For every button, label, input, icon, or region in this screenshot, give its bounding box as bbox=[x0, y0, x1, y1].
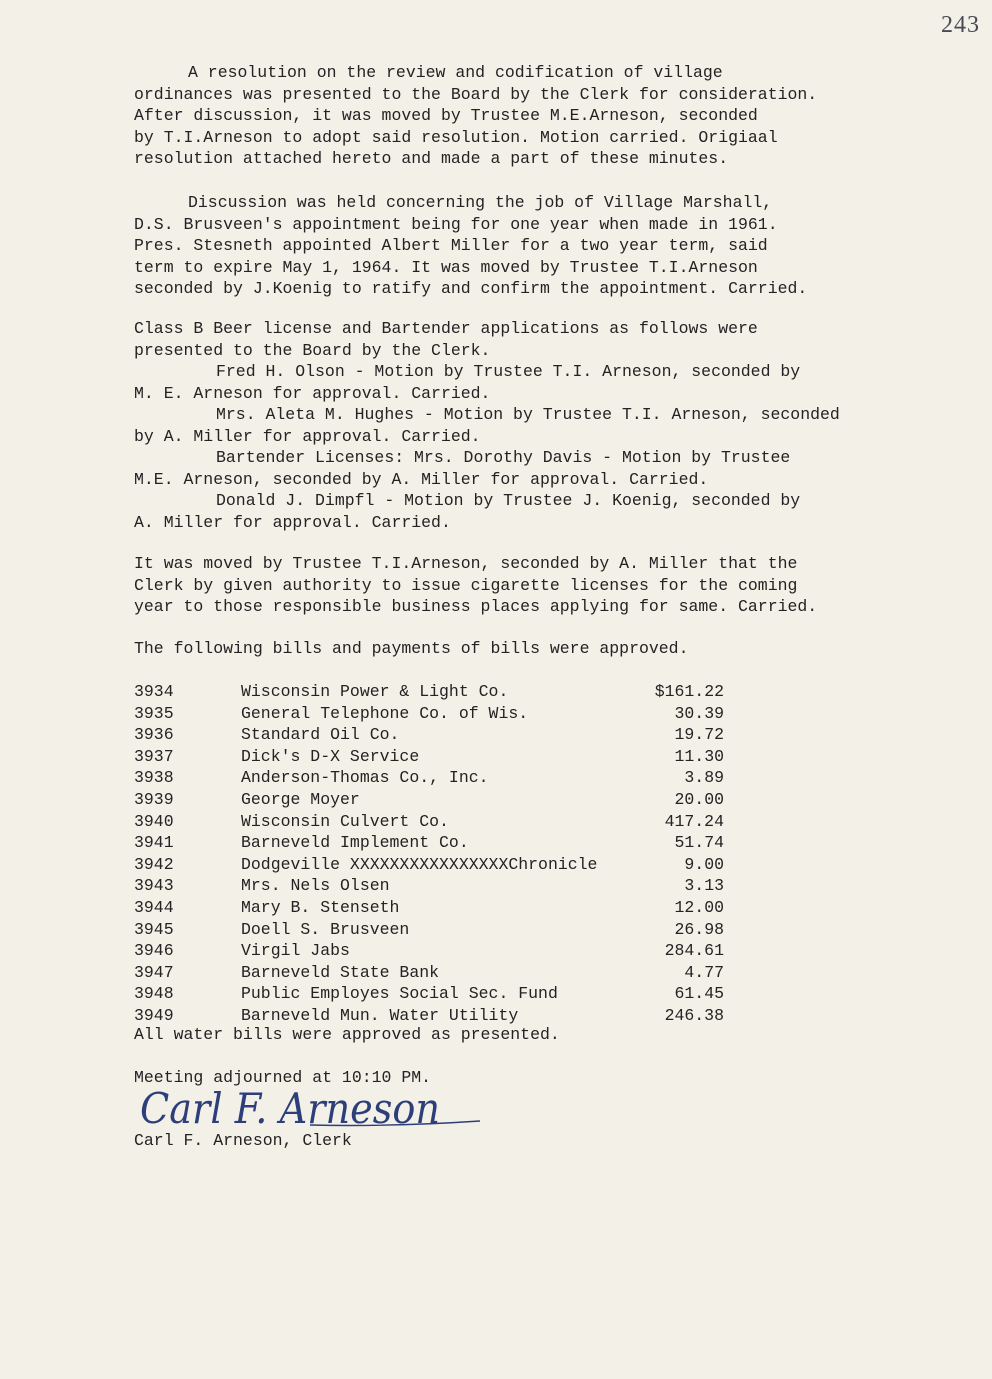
bill-number: 3937 bbox=[134, 746, 174, 766]
bill-row bbox=[134, 962, 734, 984]
bill-amount: 20.00 bbox=[674, 789, 724, 809]
clerk-signature bbox=[140, 1083, 480, 1133]
resolution-paragraph bbox=[134, 62, 894, 170]
bill-number: 3939 bbox=[134, 789, 174, 809]
bill-row bbox=[134, 919, 734, 941]
paragraph-line: Clerk by given authority to issue cigarette licenses for the coming bbox=[134, 575, 798, 595]
paragraph-line: D.S. Brusveen's appointment being for one year when made in 1961. bbox=[134, 214, 778, 234]
bill-amount: 417.24 bbox=[664, 811, 724, 831]
bill-number: 3943 bbox=[134, 876, 174, 896]
bill-row bbox=[134, 703, 734, 725]
bill-row bbox=[134, 746, 734, 768]
paragraph-line: year to those responsible business places applying for same. Carried. bbox=[134, 597, 818, 616]
bill-amount: 9.00 bbox=[684, 854, 724, 874]
bills-intro bbox=[134, 638, 894, 660]
bill-payee: Doell S. Brusveen bbox=[241, 919, 410, 939]
bill-amount: 19.72 bbox=[674, 725, 724, 745]
paragraph-line: It was moved by Trustee T.I.Arneson, seconded by A. Miller that the bbox=[134, 554, 798, 573]
bill-amount: 246.38 bbox=[664, 1005, 724, 1025]
bill-row bbox=[134, 940, 734, 962]
licenses-paragraph bbox=[134, 318, 894, 533]
bill-amount: $161.22 bbox=[654, 682, 724, 701]
paragraph-line: The following bills and payments of bills were approved. bbox=[134, 639, 689, 658]
bill-number: 3936 bbox=[134, 725, 174, 745]
bill-number: 3940 bbox=[134, 811, 174, 831]
bill-number: 3941 bbox=[134, 833, 174, 853]
paragraph-line: Class B Beer license and Bartender applications as follows were bbox=[134, 319, 758, 338]
bill-number: 3942 bbox=[134, 854, 174, 874]
adjourned-line: Meeting adjourned at 10:10 PM. bbox=[134, 1068, 432, 1087]
paragraph-line: A resolution on the review and codification of village bbox=[188, 63, 723, 82]
bill-payee: Dodgeville XXXXXXXXXXXXXXXXChronicle bbox=[241, 854, 598, 874]
paragraph-line: M.E. Arneson, seconded by A. Miller for approval. Carried. bbox=[134, 469, 709, 489]
paragraph-line: term to expire May 1, 1964. It was moved by Trustee T.I.Arneson bbox=[134, 257, 758, 277]
bill-row bbox=[134, 724, 734, 746]
bill-payee: Mrs. Nels Olsen bbox=[241, 876, 390, 896]
paragraph-line: seconded by J.Koenig to ratify and confirm the appointment. Carried. bbox=[134, 279, 808, 298]
bill-payee: Anderson-Thomas Co., Inc. bbox=[241, 768, 489, 788]
bill-payee: Barneveld State Bank bbox=[241, 962, 440, 982]
bill-payee: Mary B. Stenseth bbox=[241, 897, 400, 917]
paragraph-line: Mrs. Aleta M. Hughes - Motion by Trustee T.I. Arneson, seconded bbox=[216, 405, 840, 424]
bill-number: 3944 bbox=[134, 897, 174, 917]
bill-number: 3948 bbox=[134, 984, 174, 1004]
paragraph-line: A. Miller for approval. Carried. bbox=[134, 512, 451, 532]
bill-payee: General Telephone Co. of Wis. bbox=[241, 703, 529, 723]
bill-number: 3949 bbox=[134, 1005, 174, 1025]
bill-number: 3947 bbox=[134, 962, 174, 982]
marshall-paragraph bbox=[134, 192, 894, 300]
bill-amount: 61.45 bbox=[674, 984, 724, 1004]
bill-row bbox=[134, 832, 734, 854]
bills-table bbox=[134, 681, 734, 1027]
paragraph-line: resolution attached hereto and made a part of these minutes. bbox=[134, 149, 729, 168]
bill-amount: 12.00 bbox=[674, 897, 724, 917]
bill-row bbox=[134, 897, 734, 919]
paragraph-line: by A. Miller for approval. Carried. bbox=[134, 426, 481, 446]
bill-payee: George Moyer bbox=[241, 789, 360, 809]
bill-amount: 26.98 bbox=[674, 919, 724, 939]
bill-amount: 11.30 bbox=[674, 746, 724, 766]
bill-payee: Barneveld Implement Co. bbox=[241, 833, 469, 853]
bill-number: 3935 bbox=[134, 703, 174, 723]
bill-row bbox=[134, 854, 734, 876]
bill-payee: Standard Oil Co. bbox=[241, 725, 400, 745]
bill-number: 3945 bbox=[134, 919, 174, 939]
bill-row bbox=[134, 681, 734, 703]
bill-row bbox=[134, 983, 734, 1005]
water-bills-note: All water bills were approved as presented. bbox=[134, 1025, 560, 1044]
bill-payee: Public Employes Social Sec. Fund bbox=[241, 984, 558, 1004]
paragraph-line: Discussion was held concerning the job of Village Marshall, bbox=[188, 193, 773, 212]
paragraph-line: ordinances was presented to the Board by the Clerk for consideration. bbox=[134, 84, 818, 104]
bill-amount: 4.77 bbox=[684, 962, 724, 982]
bill-payee: Wisconsin Power & Light Co. bbox=[241, 682, 509, 701]
bill-payee: Barneveld Mun. Water Utility bbox=[241, 1005, 519, 1025]
bill-number: 3938 bbox=[134, 768, 174, 788]
bill-amount: 51.74 bbox=[674, 833, 724, 853]
bill-payee: Dick's D-X Service bbox=[241, 746, 420, 766]
bill-number: 3946 bbox=[134, 941, 174, 961]
bill-amount: 3.89 bbox=[684, 768, 724, 788]
paragraph-line: Bartender Licenses: Mrs. Dorothy Davis - Motion by Trustee bbox=[216, 448, 791, 467]
paragraph-line: M. E. Arneson for approval. Carried. bbox=[134, 383, 491, 403]
page-number: 243 bbox=[941, 12, 980, 38]
cigarette-paragraph bbox=[134, 553, 894, 618]
bill-amount: 3.13 bbox=[684, 876, 724, 896]
bill-amount: 30.39 bbox=[674, 703, 724, 723]
signature-text: Carl F. Arneson bbox=[140, 1084, 440, 1133]
paragraph-line: by T.I.Arneson to adopt said resolution. Motion carried. Origiaal bbox=[134, 127, 778, 147]
signatory-line: Carl F. Arneson, Clerk bbox=[134, 1131, 352, 1150]
bill-row bbox=[134, 811, 734, 833]
bill-payee: Wisconsin Culvert Co. bbox=[241, 811, 449, 831]
bill-row bbox=[134, 875, 734, 897]
bill-payee: Virgil Jabs bbox=[241, 941, 350, 961]
paragraph-line: Donald J. Dimpfl - Motion by Trustee J. Koenig, seconded by bbox=[216, 491, 801, 510]
bill-number: 3934 bbox=[134, 682, 174, 701]
paragraph-line: Pres. Stesneth appointed Albert Miller for a two year term, said bbox=[134, 236, 768, 255]
paragraph-line: After discussion, it was moved by Trustee M.E.Arneson, seconded bbox=[134, 106, 758, 125]
bill-amount: 284.61 bbox=[664, 941, 724, 961]
paragraph-line: Fred H. Olson - Motion by Trustee T.I. Arneson, seconded by bbox=[216, 362, 801, 381]
paragraph-line: presented to the Board by the Clerk. bbox=[134, 340, 491, 360]
bill-row bbox=[134, 767, 734, 789]
bill-row bbox=[134, 789, 734, 811]
